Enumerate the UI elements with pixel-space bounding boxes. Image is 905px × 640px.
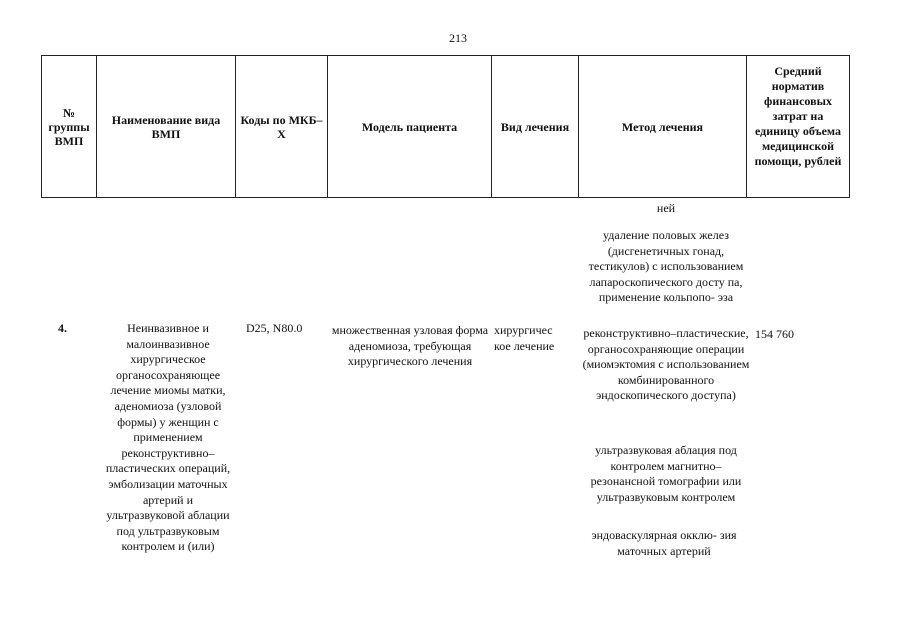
continued-method-gonad-removal: удаление половых желез (дисгенетичных гонад, тестикулов) с использованием лапароскопического досту па, применение кольпопо- эза	[588, 228, 744, 305]
row-method-embolization: эндоваскулярная окклю- зия маточных артерий	[591, 528, 737, 558]
header-vmp-name: Наименование вида ВМП	[97, 56, 236, 198]
header-average-cost: Средний норматив финансовых затрат на единицу объема медицинской помощи, рублей	[747, 56, 850, 198]
row-icd-codes: D25, N80.0	[246, 321, 303, 335]
row-method-reconstructive: реконструктивно–пластические, органосохраняющие операции (миомэктомия с использованием комбинированного эндоскопического доступа)	[582, 326, 750, 403]
row-vmp-name: Неинвазивное и малоинвазивное хирургическое органосохраняющее лечение миомы матки, аденомиоза (узловой формы) у женщин с применением реконструктивно–пластических операций, эмболизации маточных артерий и ультразвуковой аблации под ультразвуковым контролем и (или)	[105, 321, 231, 554]
header-patient-model: Модель пациента	[328, 56, 492, 198]
header-treatment-method: Метод лечения	[579, 56, 747, 198]
row-group-number: 4.	[58, 321, 67, 335]
continued-method-tail: ней	[656, 201, 676, 215]
row-treatment-type: хирургичес кое лечение	[494, 323, 555, 353]
row-average-cost: 154 760	[755, 327, 794, 341]
row-method-ultrasound-ablation: ультразвуковая аблация под контролем магнитно–резонансной томографии или ультразвуковым контролем	[590, 443, 742, 504]
header-group-number: № группы ВМП	[42, 56, 97, 198]
table-header	[41, 55, 850, 198]
row-patient-model: множественная узловая форма аденомиоза, требующая хирургического лечения	[331, 323, 489, 369]
header-treatment-type: Вид лечения	[492, 56, 579, 198]
header-icd-codes: Коды по МКБ–Х	[236, 56, 328, 198]
page-number: 213	[449, 31, 467, 45]
